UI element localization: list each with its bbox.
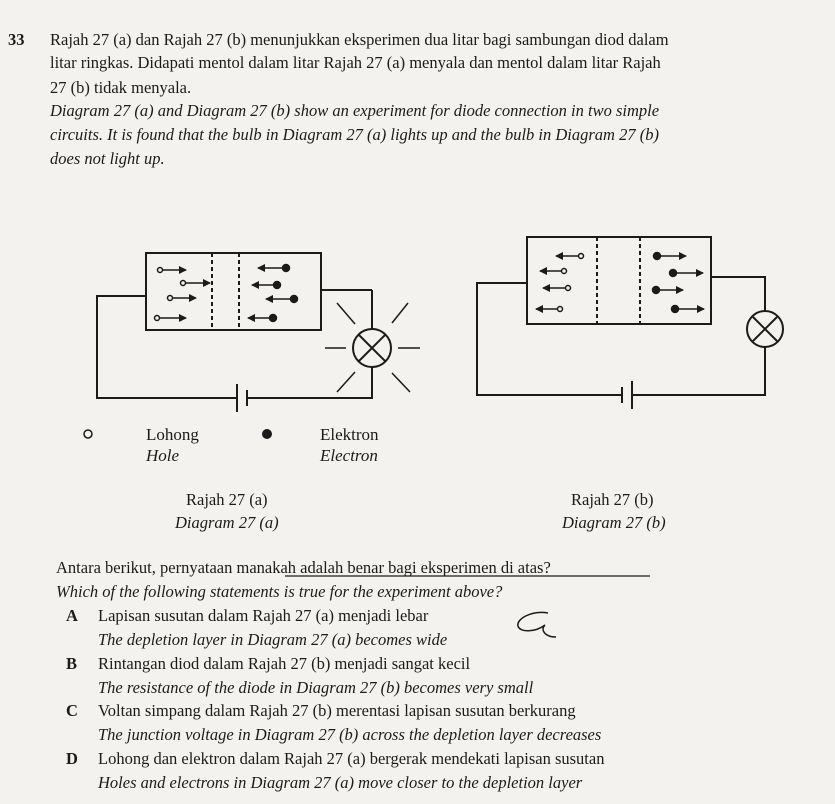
option-d-malay[interactable]: Lohong dan elektron dalam Rajah 27 (a) bergerak mendekati lapisan susutan	[98, 749, 605, 768]
option-a-malay[interactable]: Lapisan susutan dalam Rajah 27 (a) menjadi lebar	[98, 606, 429, 625]
option-d-letter[interactable]: D	[66, 749, 78, 768]
question-text-malay-line-2: litar ringkas. Didapati mentol dalam litar Rajah 27 (a) menyala dan mentol dalam litar Rajah	[50, 53, 661, 72]
option-c-english[interactable]: The junction voltage in Diagram 27 (b) across the depletion layer decreases	[98, 725, 602, 744]
question-text-english-line-2: circuits. It is found that the bulb in Diagram 27 (a) lights up and the bulb in Diagram 27 (b)	[50, 125, 659, 144]
diagram-a	[97, 253, 420, 412]
question-text-malay-line-3: 27 (b) tidak menyala.	[50, 78, 192, 97]
diode-a-left-wire	[97, 296, 237, 398]
legend-hole-english: Hole	[146, 446, 180, 465]
diode-b-top-right-wire	[711, 277, 765, 311]
caption-a-english: Diagram 27 (a)	[175, 513, 279, 532]
option-c-letter[interactable]: C	[66, 701, 78, 720]
electrons-a	[248, 265, 298, 322]
electrons-b	[653, 253, 705, 313]
question-number: 33	[8, 30, 25, 49]
prompt-malay: Antara berikut, pernyataan manakah adalah benar bagi eksperimen di atas?	[56, 558, 551, 577]
legend-hole-malay: Lohong	[146, 425, 199, 444]
caption-b-english: Diagram 27 (b)	[562, 513, 666, 532]
option-c-malay[interactable]: Voltan simpang dalam Rajah 27 (b) merentasi lapisan susutan berkurang	[98, 701, 576, 720]
legend-electron-malay: Elektron	[320, 425, 379, 444]
diagram-b	[477, 237, 783, 409]
caption-b-malay: Rajah 27 (b)	[571, 490, 654, 509]
electron-legend-symbol	[262, 429, 272, 439]
diode-a-right-wire	[247, 367, 372, 398]
holes-a	[155, 268, 211, 321]
question-text-english-line-1: Diagram 27 (a) and Diagram 27 (b) show an experiment for diode connection in two simple	[50, 101, 660, 120]
option-d-english[interactable]: Holes and electrons in Diagram 27 (a) move closer to the depletion layer	[98, 773, 583, 792]
answer-mark	[518, 612, 556, 637]
caption-a-malay: Rajah 27 (a)	[186, 490, 268, 509]
option-b-malay[interactable]: Rintangan diod dalam Rajah 27 (b) menjadi sangat kecil	[98, 654, 471, 673]
option-b-english[interactable]: The resistance of the diode in Diagram 27 (b) becomes very small	[98, 678, 534, 697]
holes-b	[536, 254, 584, 312]
question-text-english-line-3: does not light up.	[50, 149, 165, 168]
prompt-english: Which of the following statements is true for the experiment above?	[56, 582, 503, 601]
diode-b-left-wire	[477, 283, 622, 395]
option-a-letter[interactable]: A	[66, 606, 78, 625]
option-b-letter[interactable]: B	[66, 654, 78, 673]
diode-b	[527, 237, 711, 324]
diode-b-right-wire	[632, 347, 765, 395]
legend-electron-english: Electron	[320, 446, 378, 465]
hole-legend-symbol	[84, 430, 92, 438]
question-text-malay-line-1: Rajah 27 (a) dan Rajah 27 (b) menunjukkan eksperimen dua litar bagi sambungan diod dalam	[50, 30, 669, 49]
option-a-english[interactable]: The depletion layer in Diagram 27 (a) becomes wide	[98, 630, 448, 649]
